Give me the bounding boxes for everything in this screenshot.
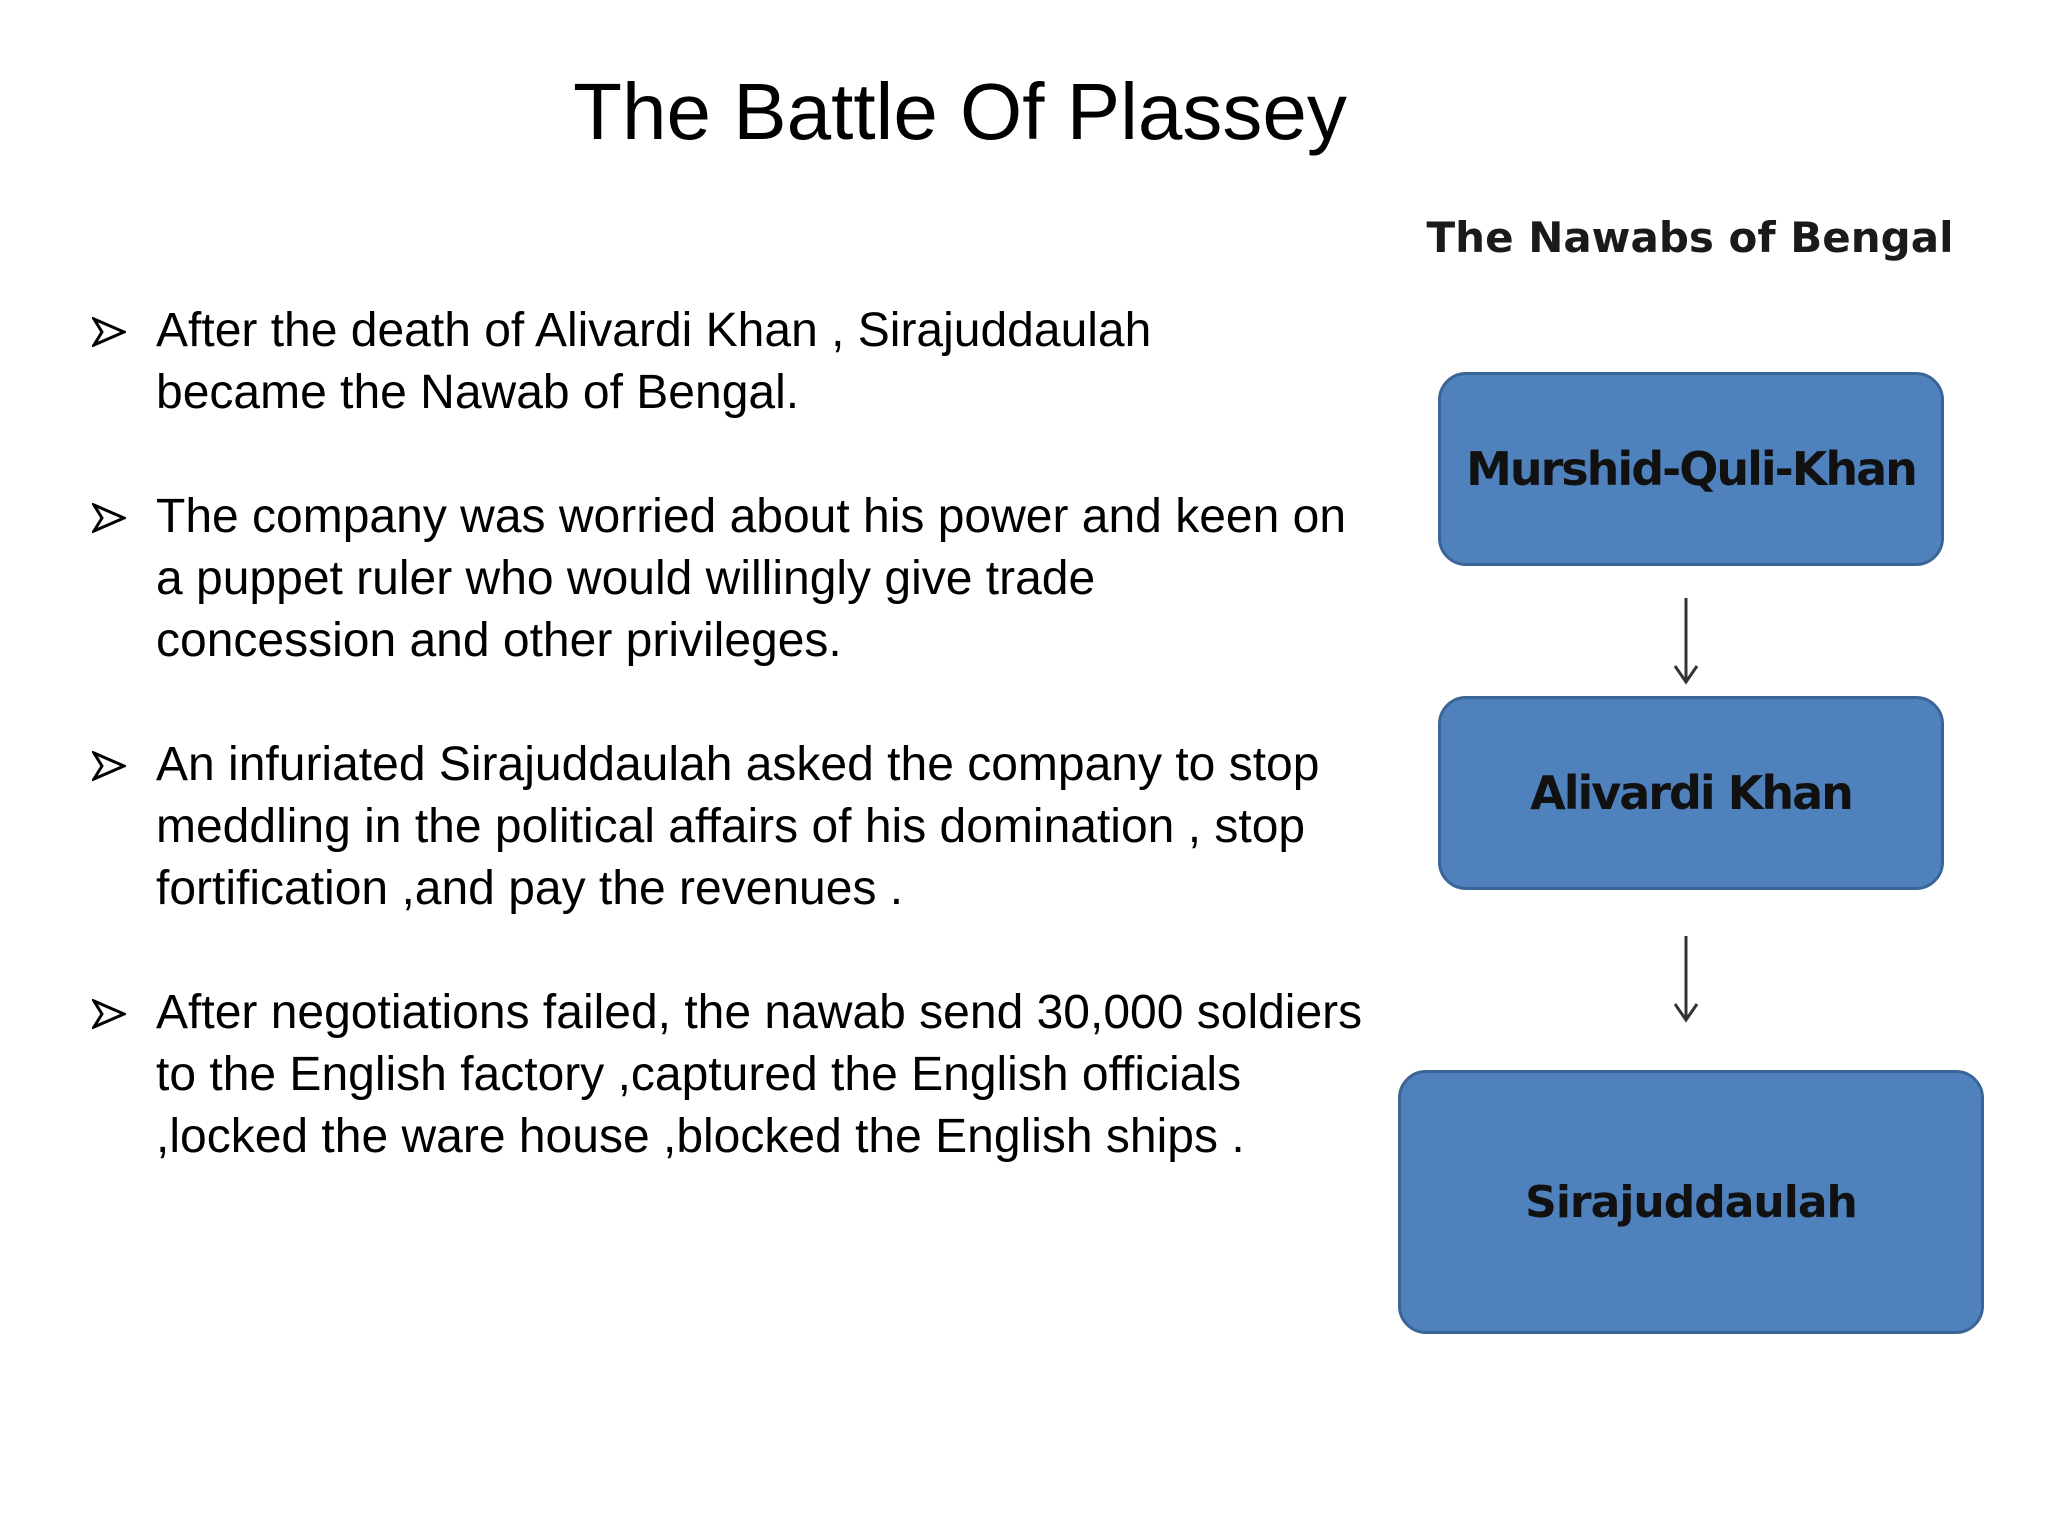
- down-arrow-icon: [1671, 596, 1701, 691]
- arrowhead-bullet-icon: [92, 486, 128, 548]
- bullet-item: [86, 300, 1306, 424]
- arrowhead-bullet-icon: [92, 300, 128, 362]
- bullet-text: The company was worried about his power and keen on a puppet ruler who would willingly give trade concession and other privileges.: [156, 490, 1347, 667]
- arrowhead-bullet-icon: [92, 982, 128, 1044]
- node-murshid-quli-khan: Murshid-Quli-Khan: [1438, 372, 1944, 566]
- bullet-text: After the death of Alivardi Khan , Sirajuddaulah became the Nawab of Bengal.: [156, 304, 1152, 419]
- node-alivardi-khan: Alivardi Khan: [1438, 696, 1944, 890]
- bullet-list: [86, 300, 1363, 1230]
- diagram-title: The Nawabs of Bengal: [1426, 213, 1954, 262]
- bullet-item: [86, 982, 1376, 1168]
- bullet-item: [86, 486, 1346, 672]
- bullet-text: After negotiations failed, the nawab send 30,000 soldiers to the English factory ,captured the English officials ,locked the ware house ,blocked the English ships .: [156, 986, 1363, 1163]
- slide-title: The Battle Of Plassey: [573, 67, 1347, 156]
- bullet-text: An infuriated Sirajuddaulah asked the company to stop meddling in the political affairs of his domination , stop fortification ,and pay the revenues .: [156, 738, 1320, 915]
- down-arrow-icon: [1671, 934, 1701, 1029]
- node-sirajuddaulah: Sirajuddaulah: [1398, 1070, 1984, 1334]
- arrowhead-bullet-icon: [92, 734, 128, 796]
- bullet-item: [86, 734, 1406, 920]
